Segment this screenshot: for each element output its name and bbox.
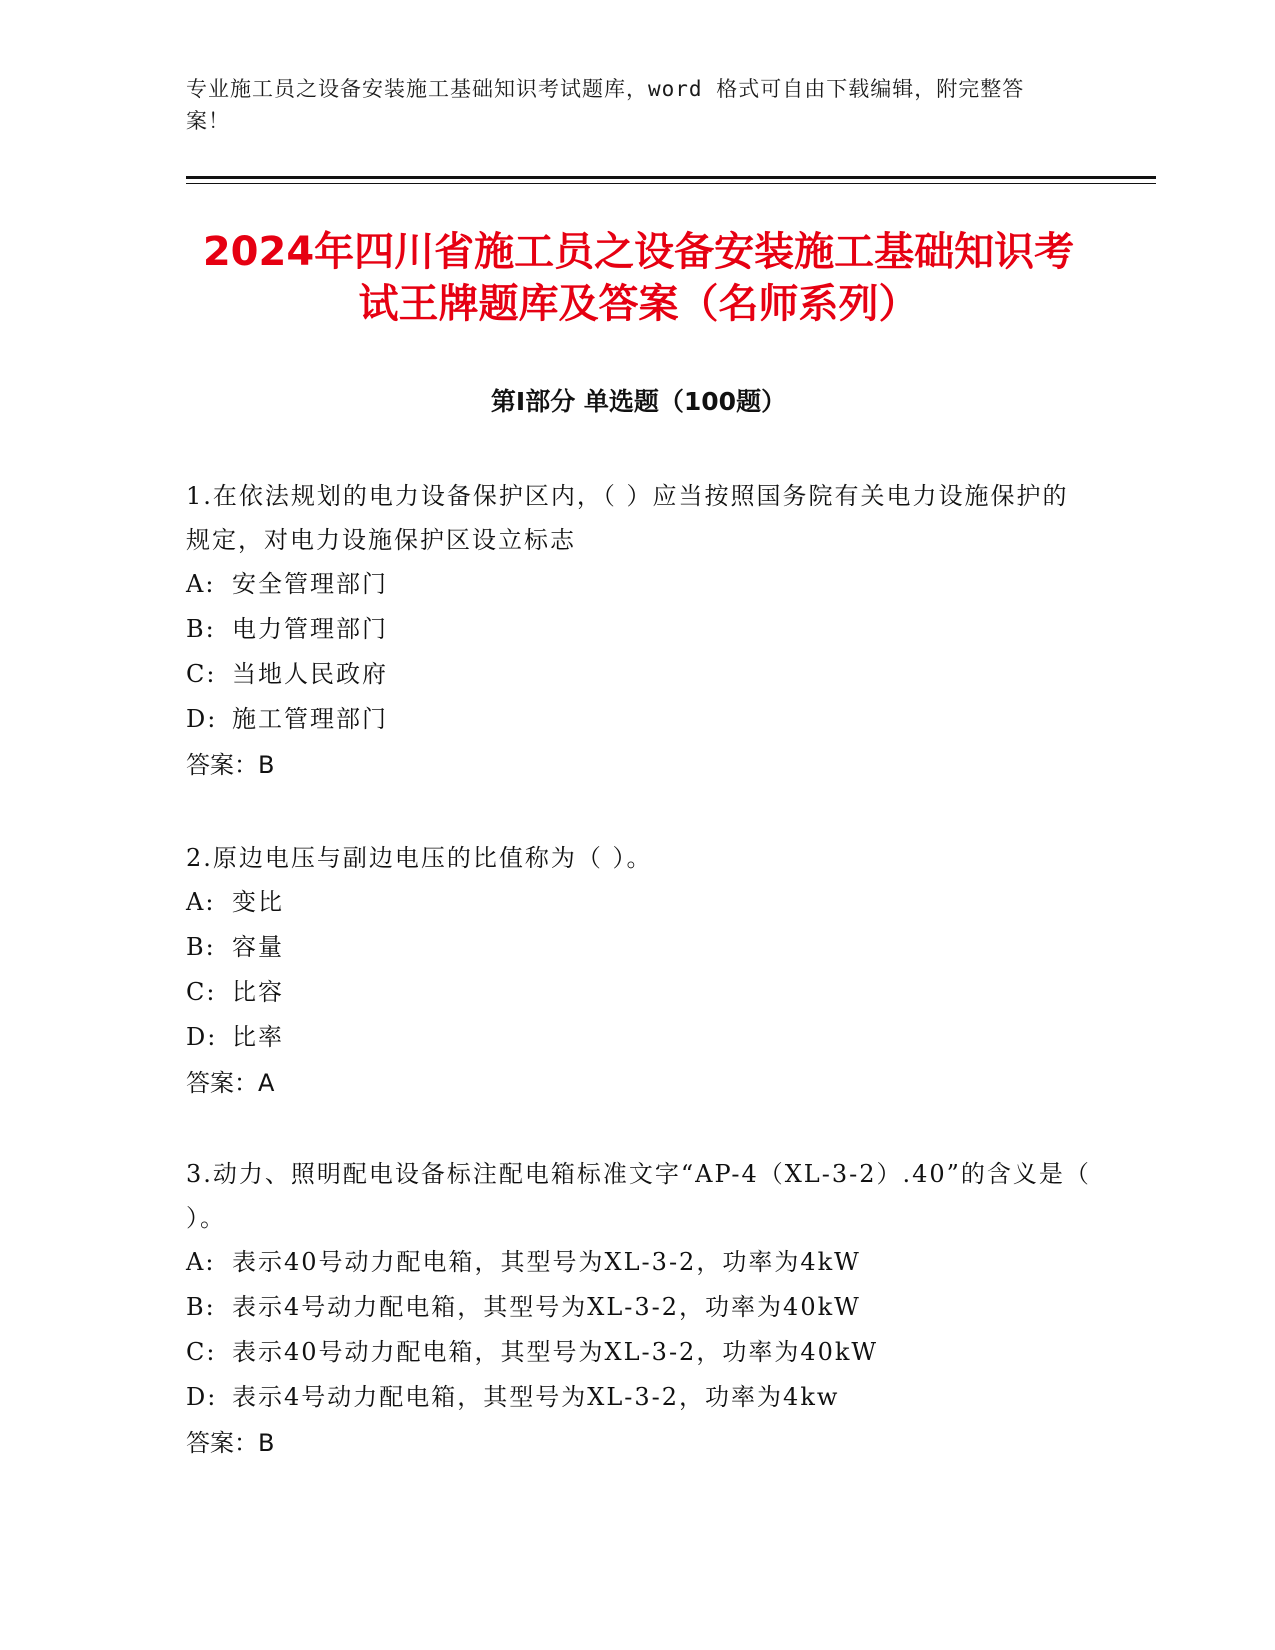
header-divider-thick bbox=[186, 176, 1156, 179]
option-text: 表示4号动力配电箱，其型号为XL-3-2，功率为4kw bbox=[232, 1383, 840, 1411]
option-text: 容量 bbox=[232, 933, 284, 961]
question-stem: 2.原边电压与副边电压的比值称为（ ）。 bbox=[186, 844, 653, 872]
option-text: 表示40号动力配电箱，其型号为XL-3-2，功率为4kW bbox=[232, 1248, 861, 1276]
question-3 bbox=[186, 1152, 1091, 1466]
header-divider-thin bbox=[186, 183, 1156, 184]
option-text: 安全管理部门 bbox=[232, 570, 388, 598]
section-title: 第Ⅰ部分 单选题（100题） bbox=[490, 387, 787, 416]
option-text: 电力管理部门 bbox=[232, 615, 388, 643]
option-text: 当地人民政府 bbox=[232, 660, 388, 688]
option-key: C: bbox=[186, 660, 217, 688]
question-1 bbox=[186, 474, 1091, 788]
option-c bbox=[186, 1330, 1091, 1375]
document-title: 2024年四川省施工员之设备安装施工基础知识考试王牌题库及答案（名师系列） bbox=[202, 229, 1075, 327]
option-a bbox=[186, 562, 1091, 607]
option-text: 变比 bbox=[232, 888, 284, 916]
option-text: 施工管理部门 bbox=[232, 705, 388, 733]
header-note: 专业施工员之设备安装施工基础知识考试题库，word 格式可自由下载编辑，附完整答案！ bbox=[186, 77, 1025, 133]
option-a bbox=[186, 880, 1091, 925]
answer: 答案：A bbox=[186, 1069, 275, 1097]
option-d bbox=[186, 697, 1091, 742]
option-text: 表示40号动力配电箱，其型号为XL-3-2，功率为40kW bbox=[232, 1338, 879, 1366]
option-text: 比率 bbox=[232, 1023, 284, 1051]
option-text: 比容 bbox=[232, 978, 284, 1006]
answer: 答案：B bbox=[186, 751, 275, 779]
question-2 bbox=[186, 836, 1091, 1106]
option-key: D: bbox=[186, 1383, 218, 1411]
option-d bbox=[186, 1375, 1091, 1420]
option-key: D: bbox=[186, 1023, 218, 1051]
option-c bbox=[186, 970, 1091, 1015]
option-b bbox=[186, 925, 1091, 970]
option-key: A: bbox=[186, 888, 216, 916]
option-key: B: bbox=[186, 615, 216, 643]
option-key: B: bbox=[186, 1293, 216, 1321]
option-key: B: bbox=[186, 933, 216, 961]
question-stem: 3.动力、照明配电设备标注配电箱标准文字“AP-4（XL-3-2）.40”的含义是（ ）。 bbox=[186, 1160, 1091, 1232]
option-key: D: bbox=[186, 705, 218, 733]
answer: 答案：B bbox=[186, 1429, 275, 1457]
option-d bbox=[186, 1015, 1091, 1060]
option-key: A: bbox=[186, 1248, 216, 1276]
option-b bbox=[186, 1285, 1091, 1330]
option-a bbox=[186, 1240, 1091, 1285]
option-key: C: bbox=[186, 1338, 217, 1366]
option-c bbox=[186, 652, 1091, 697]
question-stem: 1.在依法规划的电力设备保护区内，（ ）应当按照国务院有关电力设施保护的规定，对电力设施保护区设立标志 bbox=[186, 482, 1069, 554]
option-text: 表示4号动力配电箱，其型号为XL-3-2，功率为40kW bbox=[232, 1293, 861, 1321]
option-key: A: bbox=[186, 570, 216, 598]
option-key: C: bbox=[186, 978, 217, 1006]
option-b bbox=[186, 607, 1091, 652]
